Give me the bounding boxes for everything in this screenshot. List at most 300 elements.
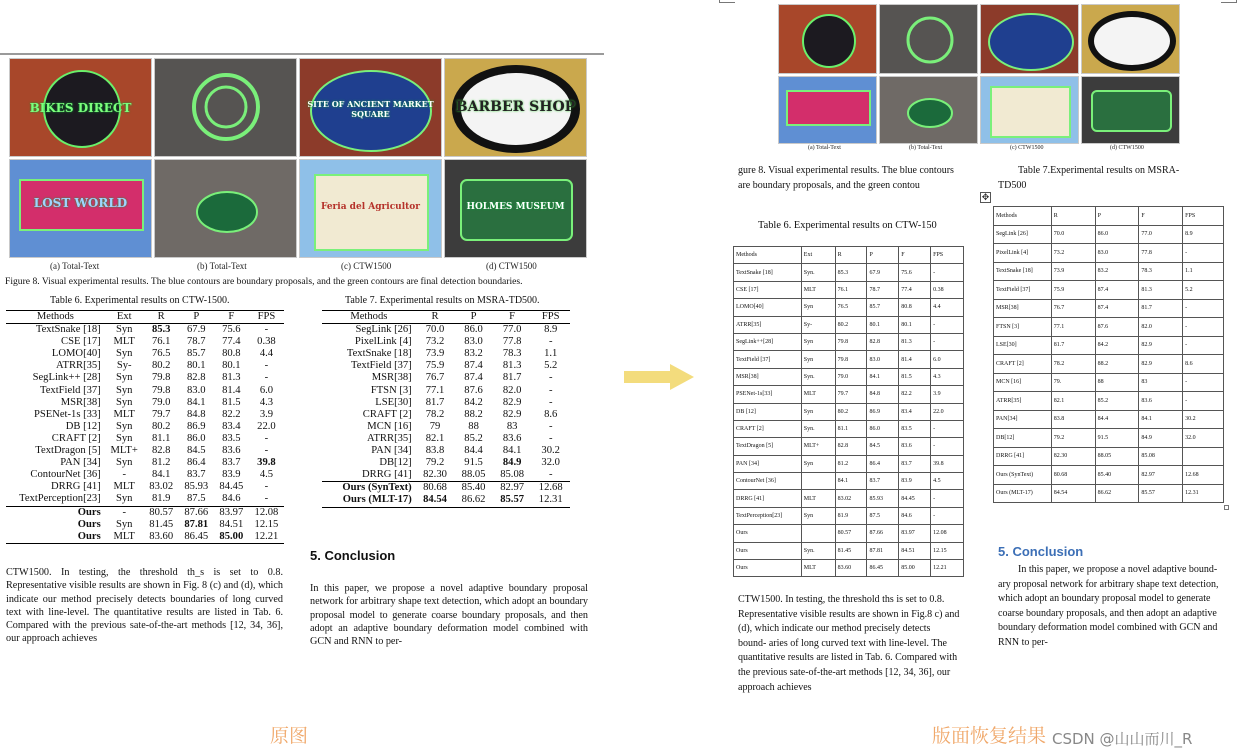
table-cell: 73.9 <box>425 348 445 360</box>
table-cell: DB[12] <box>379 457 412 469</box>
table-cell: 8.6 <box>544 408 558 420</box>
table-cell: ContourNet [36] <box>30 469 101 481</box>
table-cell: 83 <box>1139 373 1183 392</box>
table-cell: 79.8 <box>835 351 867 368</box>
table-cell: 80.1 <box>187 360 206 372</box>
table-cell: 12.15 <box>931 542 964 559</box>
rp-table7-title-line2: TD500 <box>998 179 1027 191</box>
photo-word: LOST WORLD <box>33 196 128 210</box>
table-cell: 83.0 <box>464 336 483 348</box>
table-cell: 84.51 <box>219 518 244 530</box>
table-cell: SegLink [26] <box>994 225 1052 244</box>
table-cell: 80.2 <box>835 403 867 420</box>
table-cell: PSENet-1s [33] <box>33 408 101 420</box>
table-row <box>994 466 1224 485</box>
table-cell: 5.2 <box>544 360 558 372</box>
table-cell: - <box>548 420 553 432</box>
table-row <box>994 299 1224 318</box>
table-cell <box>801 473 835 490</box>
table-cell: 84.1 <box>835 473 867 490</box>
table-header-cell: F <box>493 311 532 324</box>
conclusion-paragraph: In this paper, we propose a novel adaptive boundary proposal network for arbitrary shape text detection, which adopt an boundary proposal model to generate coarse boundary proposals, and then adopt an adaptive boundary deformation model combined with GCN and RNN to per- <box>310 583 588 648</box>
table-row <box>734 403 964 420</box>
table-cell: 81.3 <box>1139 281 1183 300</box>
table-cell: 84.5 <box>867 438 899 455</box>
rp-conclusion-paragraph: In this paper, we propose a novel adaptive bound- ary proposal network for arbitrary shape text detection, which adopt an boundary proposal model to generate coarse boundary proposals, and then adopt an adaptive boundary deformation model combined with GCN and RNN to per- <box>998 564 1219 648</box>
table-cell: - <box>931 420 964 437</box>
table-cell: - <box>1183 392 1224 411</box>
subcaption-a: (a) Total-Text <box>50 261 100 271</box>
table-cell: 22.0 <box>931 403 964 420</box>
photo-knot <box>154 58 297 157</box>
table-cell: 82.9 <box>502 408 522 420</box>
table-cell: 76.7 <box>1051 299 1095 318</box>
table-cell: 84.1 <box>867 368 899 385</box>
table-cell: 81.5 <box>899 368 931 385</box>
table-cell: 12.68 <box>1183 466 1224 485</box>
table-cell: CSE [17] <box>734 281 802 298</box>
table-cell: LOMO[40] <box>51 348 101 360</box>
table-cell: 84.4 <box>1095 410 1139 429</box>
table-cell: 82.2 <box>222 408 241 420</box>
table-cell: 83.60 <box>144 531 179 544</box>
table-cell: 80.57 <box>835 525 867 542</box>
table-cell: Syn <box>801 333 835 350</box>
table-cell: 85.2 <box>1095 392 1139 411</box>
table-cell: 84.45 <box>219 481 244 493</box>
table-cell: - <box>931 316 964 333</box>
table-row <box>6 336 284 348</box>
table-cell: 85.93 <box>867 490 899 507</box>
table-cell: 85.08 <box>1139 447 1183 466</box>
photo-bikes-direct <box>9 58 152 157</box>
table-cell: 77.1 <box>1051 318 1095 337</box>
table-cell: 85.00 <box>899 560 931 577</box>
table-cell: MLT <box>113 481 135 493</box>
table-cell: 82.0 <box>502 384 522 396</box>
table-cell: TextSnake [18] <box>346 348 412 360</box>
table-cell: TextSnake [18] <box>994 262 1052 281</box>
table-cell: 84.1 <box>1139 410 1183 429</box>
table-cell: - <box>1183 373 1224 392</box>
table-cell: 70.0 <box>425 324 445 336</box>
table-cell: 86.0 <box>867 420 899 437</box>
table-cell: 83.02 <box>835 490 867 507</box>
table-cell: TextSnake [18] <box>734 264 802 281</box>
table-cell: MLT+ <box>801 438 835 455</box>
table-row <box>6 372 284 384</box>
table-row <box>322 433 570 445</box>
table-cell: 82.1 <box>425 432 445 444</box>
table-cell: 75.6 <box>899 264 931 281</box>
table-cell: 81.3 <box>502 360 522 372</box>
table-row <box>6 469 284 481</box>
table-cell: MLT <box>105 531 144 544</box>
table-row <box>322 336 570 348</box>
table-cell: - <box>548 372 553 384</box>
table-cell: DRRG [41] <box>51 481 101 493</box>
table-row <box>734 299 964 316</box>
table-cell: 84.4 <box>464 445 483 457</box>
table-cell: TextField [37] <box>39 384 101 396</box>
table-row <box>6 493 284 506</box>
table-cell: 85.3 <box>151 324 171 336</box>
table-cell: 0.38 <box>931 281 964 298</box>
table-cell: 88.2 <box>1095 355 1139 374</box>
table-cell: - <box>264 360 269 372</box>
table-cell: 12.21 <box>249 531 284 544</box>
table-cell: Syn. <box>801 542 835 559</box>
table-cell: 86.62 <box>1095 484 1139 503</box>
table-cell: 70.0 <box>1051 225 1095 244</box>
table-header-cell: R <box>144 311 179 324</box>
table-cell: 87.81 <box>867 542 899 559</box>
table-cell: - <box>264 372 269 384</box>
table-cell: 84.9 <box>1139 429 1183 448</box>
photo-feria <box>299 159 442 258</box>
table-cell: 81.4 <box>899 351 931 368</box>
photo-hanging-sign-art <box>155 160 297 258</box>
table-resize-handle-icon[interactable] <box>1224 505 1229 510</box>
table-cell: 80.2 <box>151 360 171 372</box>
rp-photo-4 <box>1081 4 1180 74</box>
table-cell: 22.0 <box>257 420 276 432</box>
table-cell: MSR[38] <box>994 299 1052 318</box>
table-cell: 91.5 <box>1095 429 1139 448</box>
table-cell: 76.5 <box>835 299 867 316</box>
table-cell: MCN [16] <box>994 373 1052 392</box>
conclusion-heading: 5. Conclusion <box>310 548 396 563</box>
table-cell: 82.9 <box>502 396 522 408</box>
table-cell: 32.0 <box>541 457 560 469</box>
table-cell: 81.7 <box>1051 336 1095 355</box>
table-row <box>322 409 570 421</box>
table-cell: DRRG [41] <box>361 469 412 481</box>
rp-photo-8 <box>1081 76 1180 144</box>
table-cell: 81.7 <box>502 372 522 384</box>
table-cell: DRRG [41] <box>734 490 802 507</box>
table-cell: 85.3 <box>835 264 867 281</box>
table-cell: TextDragon [5] <box>35 445 101 457</box>
table-row <box>994 318 1224 337</box>
table-cell: 79.0 <box>835 368 867 385</box>
rp-photo-8-art <box>1082 77 1180 144</box>
table-cell: - <box>548 432 553 444</box>
table-row <box>994 429 1224 448</box>
table-header-cell: R <box>416 311 455 324</box>
table-cell <box>1183 447 1224 466</box>
table-cell: CRAFT [2] <box>362 408 412 420</box>
table-cell: 84.8 <box>867 386 899 403</box>
table-cell: TextPerception[23] <box>734 507 802 524</box>
table-cell: 80.8 <box>899 299 931 316</box>
table-cell: 87.81 <box>184 518 209 530</box>
table-header-row <box>734 247 964 264</box>
table-row <box>6 360 284 372</box>
subcaption-d: (d) CTW1500 <box>486 261 537 271</box>
table-cell: 84.1 <box>187 396 206 408</box>
table-cell: 79.8 <box>835 333 867 350</box>
photo-word: BARBER SHOP <box>455 99 576 115</box>
rp-table6-title: Table 6. Experimental results on CTW-150 <box>758 220 937 231</box>
table-cell: CRAFT [2] <box>994 355 1052 374</box>
table-cell: Ours (SynText) <box>322 482 416 495</box>
table-cell: Syn <box>801 403 835 420</box>
table-cell: 77.8 <box>502 336 522 348</box>
table-cell: Syn. <box>801 368 835 385</box>
rp-subcaption-a: (a) Total-Text <box>808 145 841 151</box>
table-cell: Ours <box>77 518 101 530</box>
table-cell: - <box>264 324 269 336</box>
table-cell: 86.45 <box>867 560 899 577</box>
table-cell: TextField [37] <box>350 360 412 372</box>
table-cell: 88 <box>1095 373 1139 392</box>
table-cell: 88 <box>468 420 479 432</box>
table-cell: 76.1 <box>151 336 171 348</box>
table-cell: 88.05 <box>461 469 486 481</box>
table-cell: 6.0 <box>259 384 274 396</box>
table-cell: 87.5 <box>187 493 206 505</box>
table-cell: - <box>931 333 964 350</box>
rp-photo-2-art <box>880 5 978 74</box>
table-row <box>6 421 284 433</box>
table-cell: 88.05 <box>1095 447 1139 466</box>
table-cell: 84.5 <box>187 445 206 457</box>
table-cell: 78.7 <box>187 336 206 348</box>
table-cell: Syn <box>801 455 835 472</box>
table-cell: - <box>931 264 964 281</box>
table-cell: 85.93 <box>184 481 209 493</box>
table7 <box>322 310 570 508</box>
table-cell: ATRR[35] <box>734 316 802 333</box>
table-cell: Ours <box>734 542 802 559</box>
table-row <box>6 433 284 445</box>
table-header-cell: P <box>867 247 899 264</box>
table-cell: 84.2 <box>1095 336 1139 355</box>
table-cell: Ours (SynText) <box>994 466 1052 485</box>
table-cell: 0.38 <box>257 336 276 348</box>
table-cell: 83.2 <box>464 348 483 360</box>
table-cell: 84.1 <box>502 445 522 457</box>
table-row <box>6 324 284 337</box>
table-cell: - <box>548 336 553 348</box>
table-cell: 83.6 <box>502 432 522 444</box>
table-cell: 79.2 <box>425 457 445 469</box>
table-cell: Syn. <box>801 264 835 281</box>
table-cell: - <box>548 469 553 481</box>
table-row <box>322 421 570 433</box>
table-cell: 6.0 <box>931 351 964 368</box>
rp-photo-7 <box>980 76 1079 144</box>
table-cell: 76.1 <box>835 281 867 298</box>
table-cell: Syn <box>115 348 133 360</box>
table-cell: 86.9 <box>187 420 206 432</box>
table-cell: 83.4 <box>899 403 931 420</box>
table-cell: TextSnake [18] <box>35 324 101 336</box>
table-cell: 84.54 <box>416 494 455 507</box>
rp-photo-7-art <box>981 77 1079 144</box>
table-row <box>322 469 570 482</box>
table-cell: PAN [34] <box>60 457 101 469</box>
table-cell: 83.5 <box>899 420 931 437</box>
table-header-cell: F <box>899 247 931 264</box>
table-header-cell: FPS <box>531 311 570 324</box>
table-cell: 86.4 <box>867 455 899 472</box>
table-cell: DB[12] <box>994 429 1052 448</box>
table-cell: Syn <box>115 324 133 336</box>
rp-photo-6-art <box>880 77 978 144</box>
table-cell: Ours (MLT-17) <box>994 484 1052 503</box>
table-cell: MLT <box>113 336 135 348</box>
table-cell: 83.97 <box>899 525 931 542</box>
table-cell: 86.9 <box>867 403 899 420</box>
table-move-handle-icon[interactable]: ✥ <box>981 192 990 202</box>
table-cell: 83.6 <box>899 438 931 455</box>
table-cell: 82.97 <box>493 482 532 495</box>
table-cell: 81.2 <box>835 455 867 472</box>
table-row <box>994 262 1224 281</box>
table-cell: 12.15 <box>254 518 279 530</box>
table-cell: 32.0 <box>1183 429 1224 448</box>
table-cell: 82.9 <box>1139 336 1183 355</box>
table-cell: 86.4 <box>187 457 206 469</box>
table-cell: LSE[30] <box>375 396 412 408</box>
table-cell: 67.9 <box>867 264 899 281</box>
table-cell: CRAFT [2] <box>734 420 802 437</box>
table-cell: - <box>548 396 553 408</box>
table-cell: 76.5 <box>151 348 171 360</box>
table-row <box>734 490 964 507</box>
rp-subcaption-b: (b) Total-Text <box>909 145 943 151</box>
table-cell: 8.9 <box>1183 225 1224 244</box>
table-cell: 83.0 <box>187 384 206 396</box>
rp-photo-6 <box>879 76 978 144</box>
page-top-rule <box>0 53 604 55</box>
table-cell: Syn <box>115 457 133 469</box>
table-cell: MCN [16] <box>367 420 412 432</box>
table-cell: 85.7 <box>187 348 206 360</box>
table-row <box>6 445 284 457</box>
table-cell: 87.4 <box>1095 299 1139 318</box>
table-cell: MLT <box>801 560 835 577</box>
table-cell: 81.9 <box>151 493 171 505</box>
table-cell: PAN [34] <box>734 455 802 472</box>
table-row <box>734 333 964 350</box>
table-cell: 79.7 <box>151 408 171 420</box>
photo-knot-art <box>155 59 297 157</box>
table-cell: 78.7 <box>867 281 899 298</box>
table-cell: 4.4 <box>931 299 964 316</box>
table-cell: 87.66 <box>867 525 899 542</box>
table-cell: CRAFT [2] <box>51 432 101 444</box>
table-cell: Syn <box>801 507 835 524</box>
table-row <box>734 542 964 559</box>
table-cell: MSR[38] <box>60 396 101 408</box>
table-cell: 84.45 <box>899 490 931 507</box>
table6 <box>6 310 284 544</box>
table-cell: 86.0 <box>1095 225 1139 244</box>
table-cell: 81.7 <box>1139 299 1183 318</box>
table-cell: Syn. <box>801 420 835 437</box>
table-header-cell: Ext <box>105 311 144 324</box>
table-row <box>734 473 964 490</box>
figure-caption: Figure 8. Visual experimental results. The blue contours are boundary proposals, and the green contours are final detection boundaries. <box>5 276 523 287</box>
table-cell: TextField [37] <box>734 351 802 368</box>
table-cell: 83.0 <box>867 351 899 368</box>
arrow-head <box>670 364 694 390</box>
table-cell: Ours <box>6 531 105 544</box>
table-cell: 83.7 <box>867 473 899 490</box>
table-cell: ATRR[35] <box>56 360 101 372</box>
table-header-cell: Methods <box>322 311 416 324</box>
table-cell: DB [12] <box>65 420 101 432</box>
table-cell: LSE[30] <box>994 336 1052 355</box>
table-cell: 1.1 <box>544 348 558 360</box>
table-cell: 86.0 <box>187 432 206 444</box>
table-header-cell: R <box>835 247 867 264</box>
table-cell: 83.2 <box>1095 262 1139 281</box>
table-cell: 77.1 <box>425 384 445 396</box>
table-cell: - <box>1183 318 1224 337</box>
rp-table7-title-line1: Table 7.Experimental results on MSRA- <box>1018 165 1180 176</box>
table-cell: TextPerception[23] <box>19 493 101 505</box>
photo-word: SITE OF ANCIENT MARKET SQUARE <box>307 99 434 119</box>
table-header-cell: P <box>1095 207 1139 226</box>
photo-hanging-sign <box>154 159 297 258</box>
table-cell: 82.9 <box>1139 355 1183 374</box>
table-cell: 77.0 <box>1139 225 1183 244</box>
page-corner-mark <box>1221 0 1237 3</box>
table-cell: 86.62 <box>454 494 493 507</box>
table-row <box>734 525 964 542</box>
table-cell: Sy- <box>116 360 132 372</box>
rp-table6 <box>733 246 964 577</box>
table-cell: - <box>931 490 964 507</box>
table-cell: 80.8 <box>222 348 241 360</box>
table-row <box>6 385 284 397</box>
rp-figure-text: gure 8. Visual experimental results. The blue contours are boundary proposals, and the green contou <box>738 165 954 191</box>
rp-photo-1 <box>778 4 877 74</box>
table-cell: PixelLink [4] <box>994 244 1052 263</box>
table-cell: TextField [37] <box>994 281 1052 300</box>
table-header-cell: P <box>454 311 493 324</box>
table-cell: 87.4 <box>464 372 483 384</box>
table-cell: 78.3 <box>1139 262 1183 281</box>
table-cell: 80.68 <box>416 482 455 495</box>
table-cell: MLT <box>801 281 835 298</box>
table-cell: Syn <box>801 351 835 368</box>
table-cell: 81.3 <box>899 333 931 350</box>
table-cell: 12.21 <box>931 560 964 577</box>
photo-barber-shop <box>444 58 587 157</box>
table-cell: 80.57 <box>144 506 179 519</box>
table-cell: Ours (MLT-17) <box>322 494 416 507</box>
table-row <box>6 348 284 360</box>
table-cell: 82.8 <box>187 372 206 384</box>
table-row <box>322 360 570 372</box>
table-cell: 81.1 <box>151 432 171 444</box>
table-cell: 80.1 <box>899 316 931 333</box>
table-cell: MLT <box>801 386 835 403</box>
table-cell: 83 <box>506 420 518 432</box>
table-cell: 82.2 <box>899 386 931 403</box>
table-row <box>322 445 570 457</box>
table-row <box>734 316 964 333</box>
table-row <box>734 560 964 577</box>
table-cell: 79.0 <box>151 396 171 408</box>
ctw1500-paragraph: CTW1500. In testing, the threshold th_s is set to 0.8. Representative visible results are shown in Fig. 8 (c) and (d), which indicate our method precisely detects boundaries of long curved text with line-level. The quantitative results are listed in Tab. 6. Compared with the previous sate-of-the-art methods [12, 34, 36], our approach achieves <box>6 567 283 645</box>
table-cell: 79.2 <box>1051 429 1095 448</box>
